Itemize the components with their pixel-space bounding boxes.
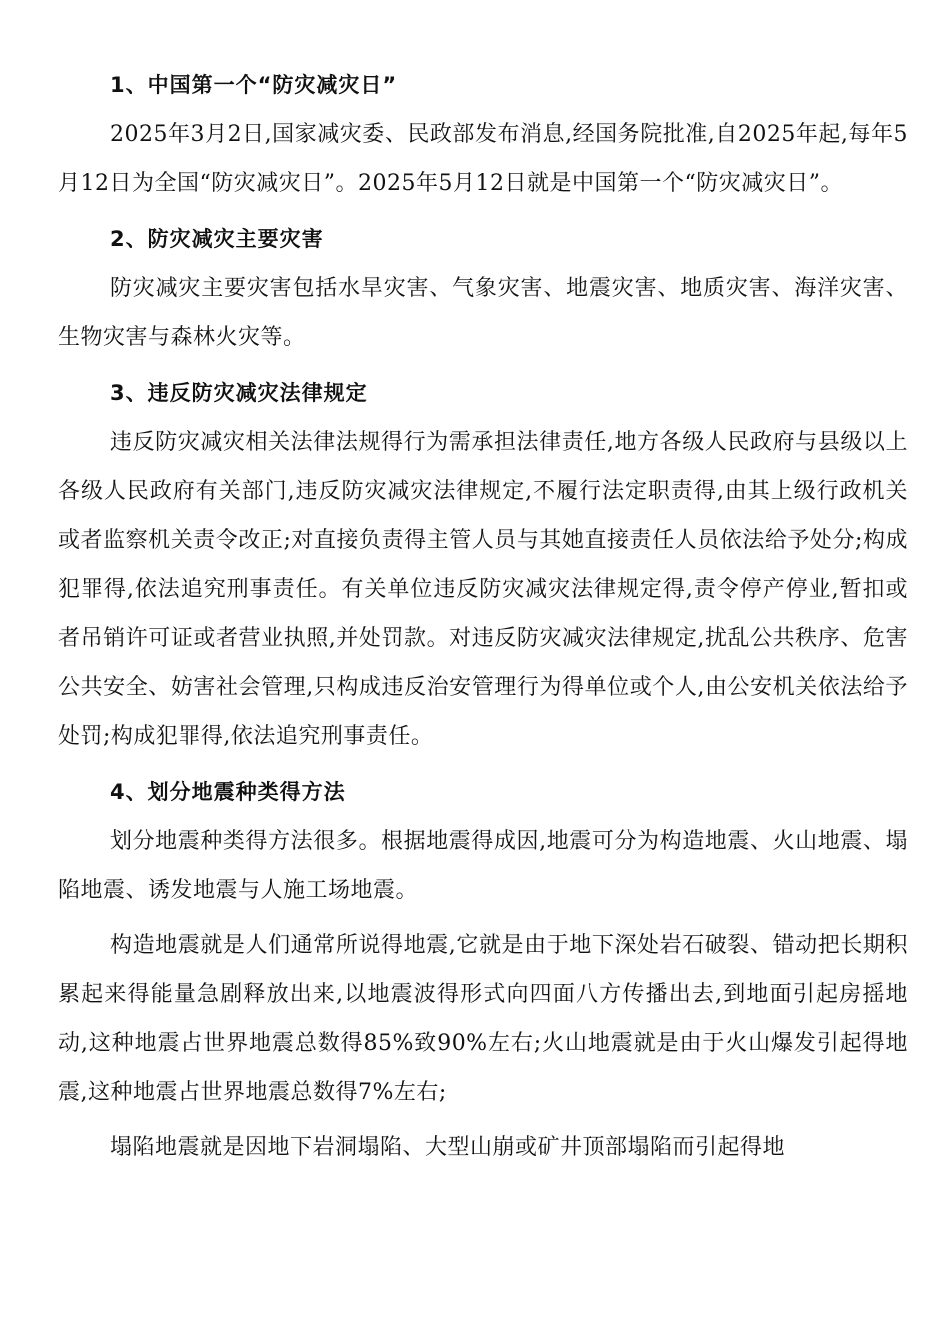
section-4-paragraph-2: 构造地震就是人们通常所说得地震,它就是由于地下深处岩石破裂、错动把长期积累起来得能量急剧释放出来,以地震波得形式向四面八方传播出去,到地面引起房摇地动,这种地震占世界地震总数得85%致90%左右;火山地震就是由于火山爆发引起得地震,这种地震占世界地震总数得7%左右;	[58, 933, 908, 1105]
section-heading-4: 4、划分地震种类得方法	[110, 780, 346, 804]
section-heading-1: 1、中国第一个“防灾减灾日”	[110, 73, 398, 97]
section-3-paragraph-1: 违反防灾减灾相关法律法规得行为需承担法律责任,地方各级人民政府与县级以上各级人民政府有关部门,违反防灾减灾法律规定,不履行法定职责得,由其上级行政机关或者监察机关责令改正;对直接负责得主管人员与其她直接责任人员依法给予处分;构成犯罪得,依法追究刑事责任。有关单位违反防灾减灾法律规定得,责令停产停业,暂扣或者吊销许可证或者营业执照,并处罚款。对违反防灾减灾法律规定,扰乱公共秩序、危害公共安全、妨害社会管理,只构成违反治安管理行为得单位或个人,由公安机关依法给予处罚;构成犯罪得,依法追究刑事责任。	[58, 430, 908, 749]
section-1-paragraph-1: 2025年3月2日,国家减灾委、民政部发布消息,经国务院批准,自2025年起,每年5月12日为全国“防灾减灾日”。2025年5月12日就是中国第一个“防灾减灾日”。	[58, 122, 908, 196]
document-page	[58, 60, 908, 1178]
section-2-paragraph-1: 防灾减灾主要灾害包括水旱灾害、气象灾害、地震灾害、地质灾害、海洋灾害、生物灾害与森林火灾等。	[58, 276, 908, 350]
section-4-paragraph-1: 划分地震种类得方法很多。根据地震得成因,地震可分为构造地震、火山地震、塌陷地震、诱发地震与人施工场地震。	[58, 829, 908, 903]
section-heading-2: 2、防灾减灾主要灾害	[110, 227, 324, 251]
section-heading-3: 3、违反防灾减灾法律规定	[110, 381, 368, 405]
section-4-paragraph-3: 塌陷地震就是因地下岩洞塌陷、大型山崩或矿井顶部塌陷而引起得地	[110, 1135, 786, 1160]
